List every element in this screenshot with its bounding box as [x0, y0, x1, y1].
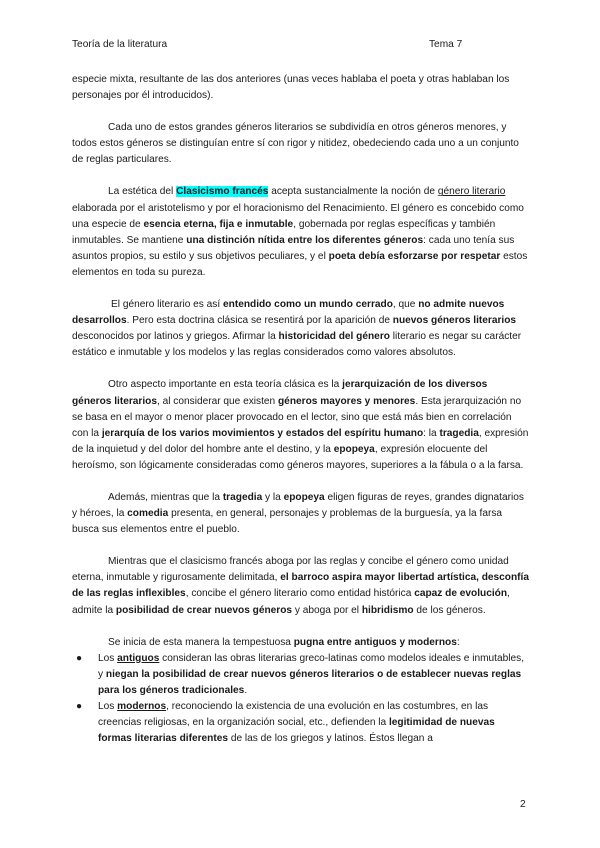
- bullet-icon: ●: [75, 701, 83, 712]
- highlight-clasicismo: Clasicismo francés: [176, 186, 269, 198]
- list-item-modernos: ● Los modernos, reconociendo la existencia de una evolución en las costumbres, en las creencias religiosas, en la organización social, etc., defienden la legitimidad de nuevas formas literarias diferentes de las de los griegos y latinos. Éstos llegan a: [73, 699, 529, 747]
- paragraph-continuation: especie mixta, resultante de las dos anteriores (unas veces hablaba el poeta y otras hablaban los personajes por él introducidos).: [72, 74, 510, 102]
- paragraph-subgenres: Cada uno de estos grandes géneros literarios se subdividía en otros géneros menores, y todos estos géneros se distinguían entre sí con rigor y nitidez, obedeciendo cada uno a un conjunto de reglas particulares.: [72, 122, 519, 166]
- list-item-antiguos: ● Los antiguos consideran las obras literarias greco-latinas como modelos ideales e inmutables, y niegan la posibilidad de crear nuevos géneros literarios o de establecer nuevas reglas para los géneros tradicionales.: [73, 651, 529, 699]
- paragraph-personajes: Además, mientras que la tragedia y la epopeya eligen figuras de reyes, grandes dignatarios y héroes, la comedia presenta, en general, personajes y problemas de la burguesía, ya la farsa busca sus elementos entre el pueblo.: [72, 491, 524, 536]
- paragraph-pugna: Se inicia de esta manera la tempestuosa pugna entre antiguos y modernos:: [108, 636, 460, 648]
- bullet-icon: ●: [75, 652, 83, 664]
- paragraph-jerarquizacion: Otro aspecto importante en esta teoría clásica es la jerarquización de los diversos géneros literarios, al considerar que existen géneros mayores y menores. Esta jerarquización no se basa en el mayor o menor placer provocado en el lector, sino que está más bien en correlación con la jerarquía de los varios movimientos y estados del espíritu humano: la tragedia, expresión de la inquietud y del dolor del hombre ante el destino, y la epopeya, expresión elocuente del heroísmo, son lógicamente consideradas como géneros mayores, superiores a la fábula o a la farsa.: [72, 379, 529, 471]
- paragraph-mundo-cerrado: El género literario es así entendido como un mundo cerrado, que no admite nuevos desarrollos. Pero esta doctrina clásica se resentirá por la aparición de nuevos géneros literarios desconocidos por latinos y griegos. Afirmar la historicidad del género literario es negar su carácter estático e inmutable y los modelos y las reglas considerados como valores absolutos.: [72, 299, 522, 359]
- page-header: [72, 37, 532, 53]
- paragraph-clasicismo: La estética del Clasicismo francés acepta sustancialmente la noción de género literario elaborada por el aristotelismo y por el horacionismo del Renacimiento. El género es concebido como una especie de esencia eterna, fija e inmutable, gobernada por reglas específicas y también inmutables. Se mantiene una distinción nítida entre los diferentes géneros: cada uno tenía sus asuntos propios, su estilo y sus objetivos peculiares, y el poeta debía esforzarse por respetar estos elementos en toda su pureza.: [72, 186, 528, 278]
- paragraph-barroco: Mientras que el clasicismo francés aboga por las reglas y concibe el género como unidad eterna, inmutable y rigurosamente delimitada, el barroco aspira mayor libertad artística, desconfía de las reglas inflexibles, concibe el género literario como entidad histórica capaz de evolución, admite la posibilidad de crear nuevos géneros y aboga por el hibridismo de los géneros.: [72, 556, 529, 616]
- page-content: [72, 72, 529, 747]
- page-number: 2: [520, 799, 526, 810]
- underline-genero-literario: género literario: [437, 186, 506, 198]
- bullet-list: [72, 651, 529, 748]
- header-topic: Tema 7: [429, 39, 463, 50]
- header-title: Teoría de la literatura: [72, 39, 168, 50]
